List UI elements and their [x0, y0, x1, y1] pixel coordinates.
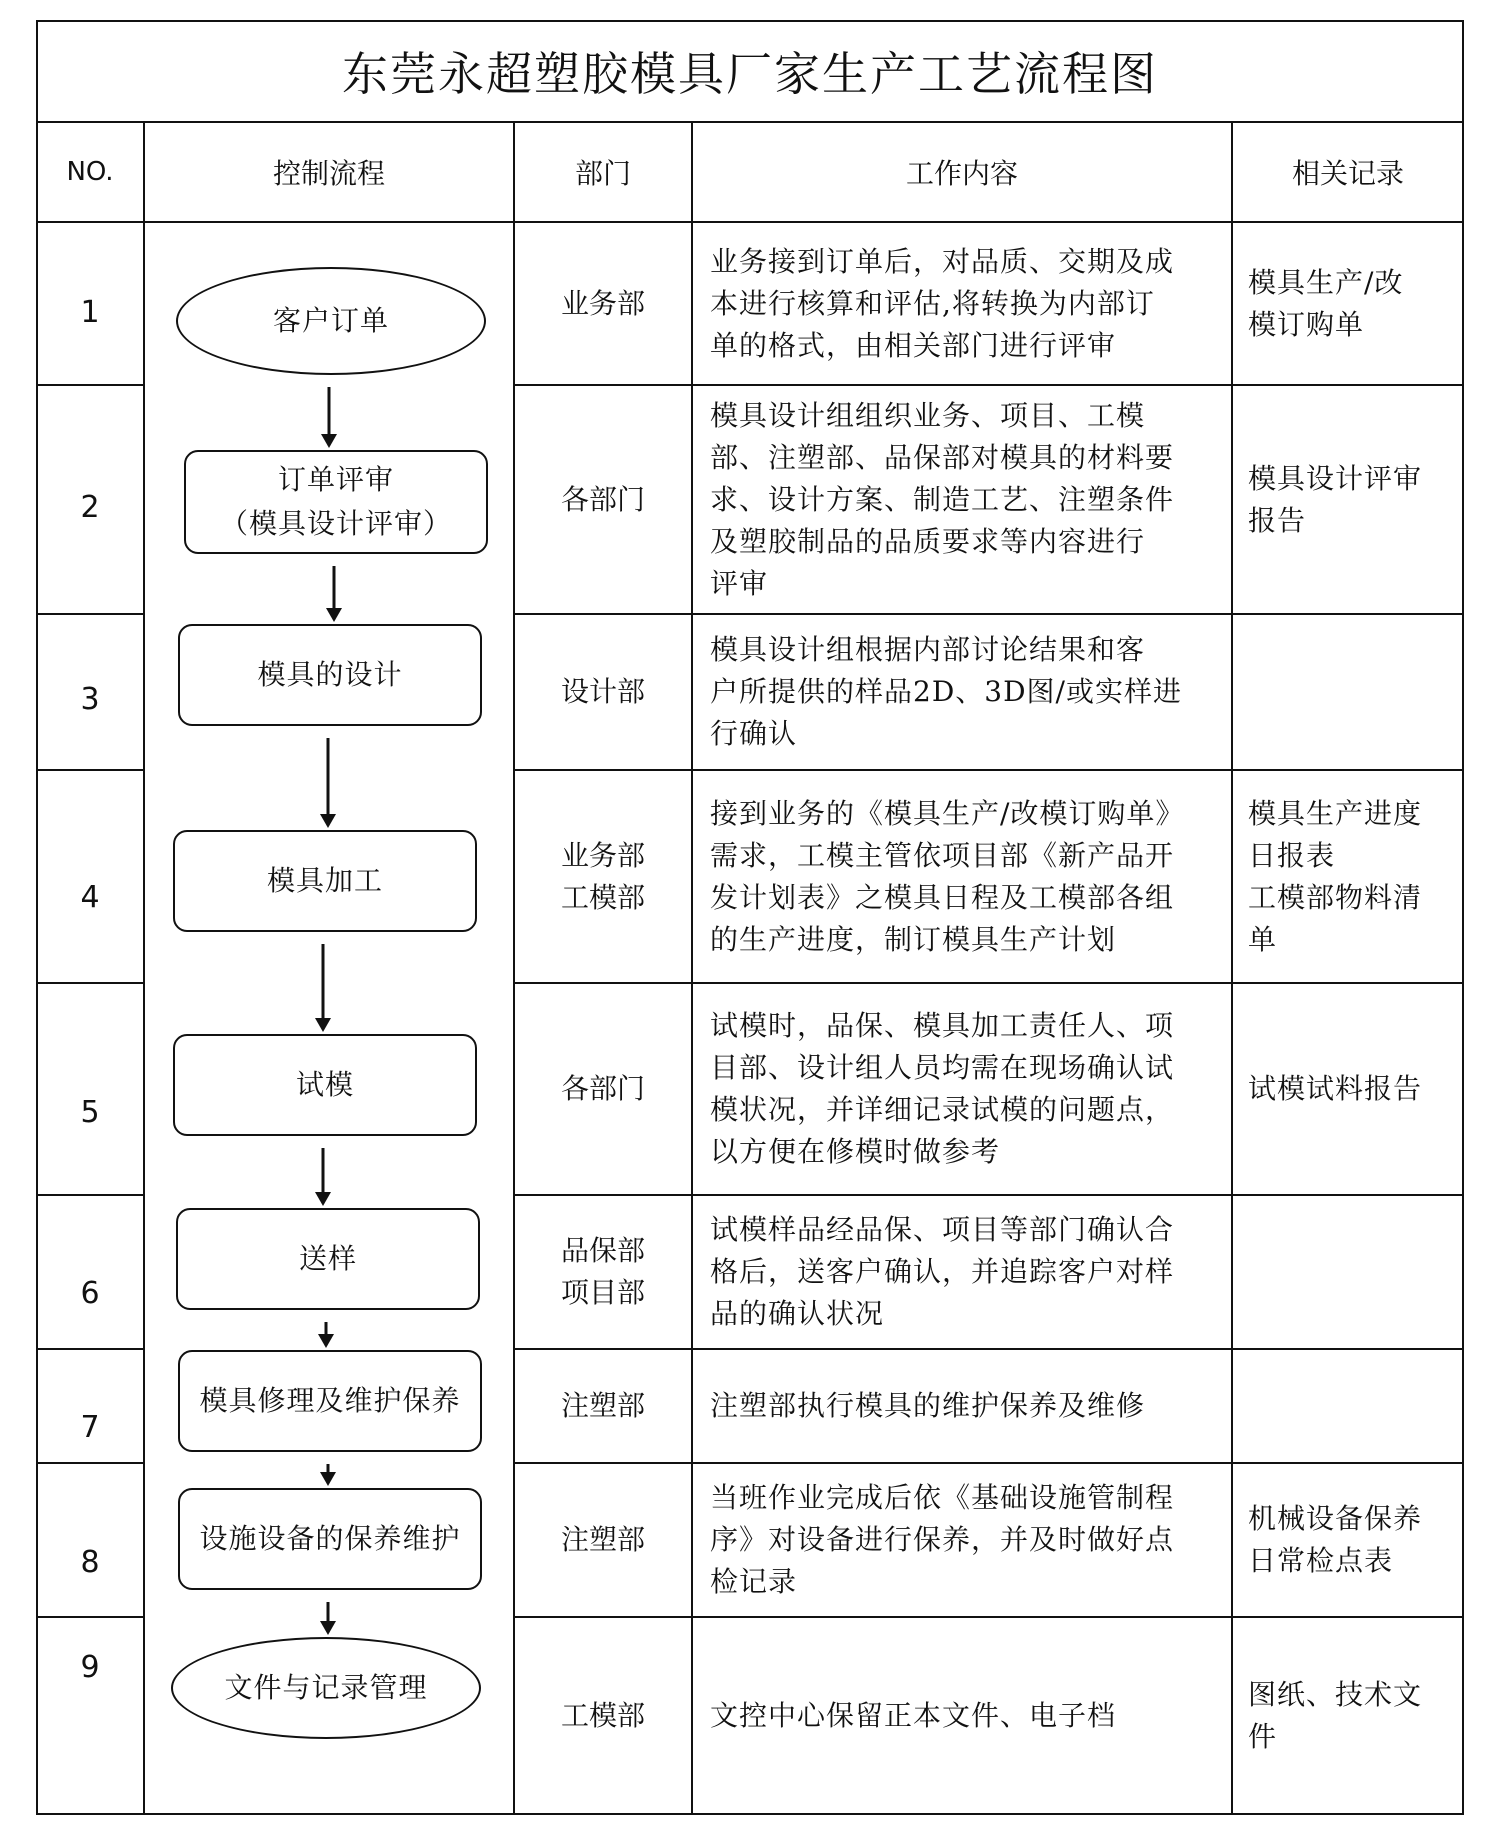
- department-line: 注塑部: [560, 1389, 645, 1422]
- record-line: 模订购单: [1248, 307, 1365, 341]
- department-line: 注塑部: [560, 1523, 645, 1556]
- work-content-line: 模具设计组根据内部讨论结果和客: [710, 633, 1146, 666]
- flow-arrow-head: [315, 1192, 331, 1206]
- flow-arrow-head: [315, 1018, 331, 1032]
- flow-node-label-line: 模具修理及维护保养: [199, 1384, 461, 1417]
- record-line: 机械设备保养: [1248, 1502, 1423, 1535]
- department-line: 项目部: [560, 1276, 645, 1309]
- record-line: 日报表: [1248, 838, 1336, 872]
- flow-arrow-head: [320, 1472, 336, 1486]
- flow-node-label-line: 订单评审: [277, 463, 394, 496]
- flow-node-label-line: 送样: [298, 1242, 357, 1275]
- work-content-line: 本进行核算和评估,将转换为内部订: [710, 286, 1155, 320]
- work-content-line: 试模时，品保、模具加工责任人、项: [710, 1009, 1175, 1042]
- header-control-flow: 控制流程: [272, 157, 385, 190]
- work-content-line: 部、注塑部、品保部对模具的材料要: [710, 440, 1175, 474]
- record-line: 单: [1248, 922, 1278, 956]
- flow-arrow-head: [326, 608, 342, 622]
- work-content-line: 品的确认状况: [710, 1297, 885, 1330]
- work-content-line: 模具设计组组织业务、项目、工模: [710, 398, 1146, 432]
- flow-arrow-head: [320, 1621, 336, 1635]
- flow-node-label-line: 模具的设计: [257, 658, 403, 691]
- work-content-line: 行确认: [710, 717, 798, 750]
- flow-arrow-head: [318, 1334, 334, 1348]
- work-content-line: 序》对设备进行保养，并及时做好点: [710, 1523, 1175, 1556]
- department-line: 业务部: [560, 286, 645, 320]
- row-number: 1: [80, 295, 100, 330]
- flow-node-label-line: 文件与记录管理: [224, 1671, 428, 1704]
- work-content-line: 需求，工模主管依项目部《新产品开: [710, 838, 1175, 872]
- work-content-line: 发计划表》之模具日程及工模部各组: [710, 880, 1175, 914]
- record-line: 图纸、技术文: [1248, 1678, 1423, 1711]
- row-number: 7: [80, 1410, 100, 1445]
- record-line: 件: [1248, 1720, 1278, 1753]
- work-content-line: 格后，送客户确认，并追踪客户对样: [710, 1255, 1175, 1288]
- record-line: 模具生产进度: [1248, 796, 1423, 830]
- department-line: 设计部: [560, 675, 645, 708]
- row-number: 9: [80, 1650, 100, 1685]
- work-content-line: 当班作业完成后依《基础设施管制程: [710, 1481, 1175, 1514]
- record-line: 模具设计评审: [1248, 461, 1423, 495]
- record-line: 工模部物料清: [1248, 880, 1423, 914]
- record-line: 报告: [1248, 503, 1307, 537]
- record-line: 试模试料报告: [1248, 1072, 1423, 1105]
- row-number: 2: [80, 490, 100, 525]
- flow-node-label-line: 客户订单: [272, 304, 389, 337]
- work-content-line: 业务接到订单后，对品质、交期及成: [710, 244, 1175, 278]
- record-line: 模具生产/改: [1248, 265, 1404, 299]
- work-content-line: 接到业务的《模具生产/改模订购单》: [710, 796, 1185, 830]
- work-content-line: 以方便在修模时做参考: [710, 1135, 1001, 1168]
- flow-node-label-line: 模具加工: [266, 864, 383, 897]
- work-content-line: 及塑胶制品的品质要求等内容进行: [710, 524, 1146, 558]
- department-line: 品保部: [560, 1234, 645, 1267]
- work-content-line: 评审: [710, 566, 769, 600]
- department-line: 各部门: [560, 1072, 645, 1105]
- flow-node-label-line: 设施设备的保养维护: [199, 1522, 461, 1555]
- header-no: NO.: [66, 157, 114, 187]
- work-content-line: 模状况，并详细记录试模的问题点，: [710, 1093, 1175, 1126]
- work-content-line: 户所提供的样品2D、3D图/或实样进: [710, 675, 1182, 708]
- page-title: 东莞永超塑胶模具厂家生产工艺流程图: [342, 47, 1158, 101]
- department-line: 工模部: [560, 880, 645, 914]
- flow-arrow-head: [321, 434, 337, 448]
- work-content-line: 试模样品经品保、项目等部门确认合: [710, 1213, 1175, 1246]
- department-line: 各部门: [560, 482, 645, 516]
- department-line: 工模部: [560, 1699, 645, 1732]
- department-line: 业务部: [560, 838, 645, 872]
- work-content-line: 的生产进度，制订模具生产计划: [710, 922, 1117, 956]
- row-number: 5: [80, 1095, 100, 1130]
- flow-node-label-line: 试模: [295, 1068, 354, 1101]
- header-records: 相关记录: [1291, 157, 1404, 190]
- work-content-line: 检记录: [710, 1565, 798, 1598]
- row-number: 6: [80, 1276, 100, 1311]
- row-number: 4: [80, 880, 100, 915]
- work-content-line: 注塑部执行模具的维护保养及维修: [710, 1389, 1146, 1422]
- flow-arrow-head: [320, 814, 336, 828]
- header-work-content: 工作内容: [905, 157, 1018, 190]
- header-department: 部门: [574, 157, 631, 190]
- flow-node-label-line: （模具设计评审）: [219, 507, 452, 540]
- record-line: 日常检点表: [1248, 1544, 1394, 1577]
- work-content-line: 求、设计方案、制造工艺、注塑条件: [710, 482, 1175, 516]
- work-content-line: 单的格式，由相关部门进行评审: [710, 328, 1117, 362]
- row-number: 3: [80, 682, 100, 717]
- work-content-line: 目部、设计组人员均需在现场确认试: [710, 1051, 1175, 1084]
- work-content-line: 文控中心保留正本文件、电子档: [710, 1699, 1117, 1732]
- row-number: 8: [80, 1545, 100, 1580]
